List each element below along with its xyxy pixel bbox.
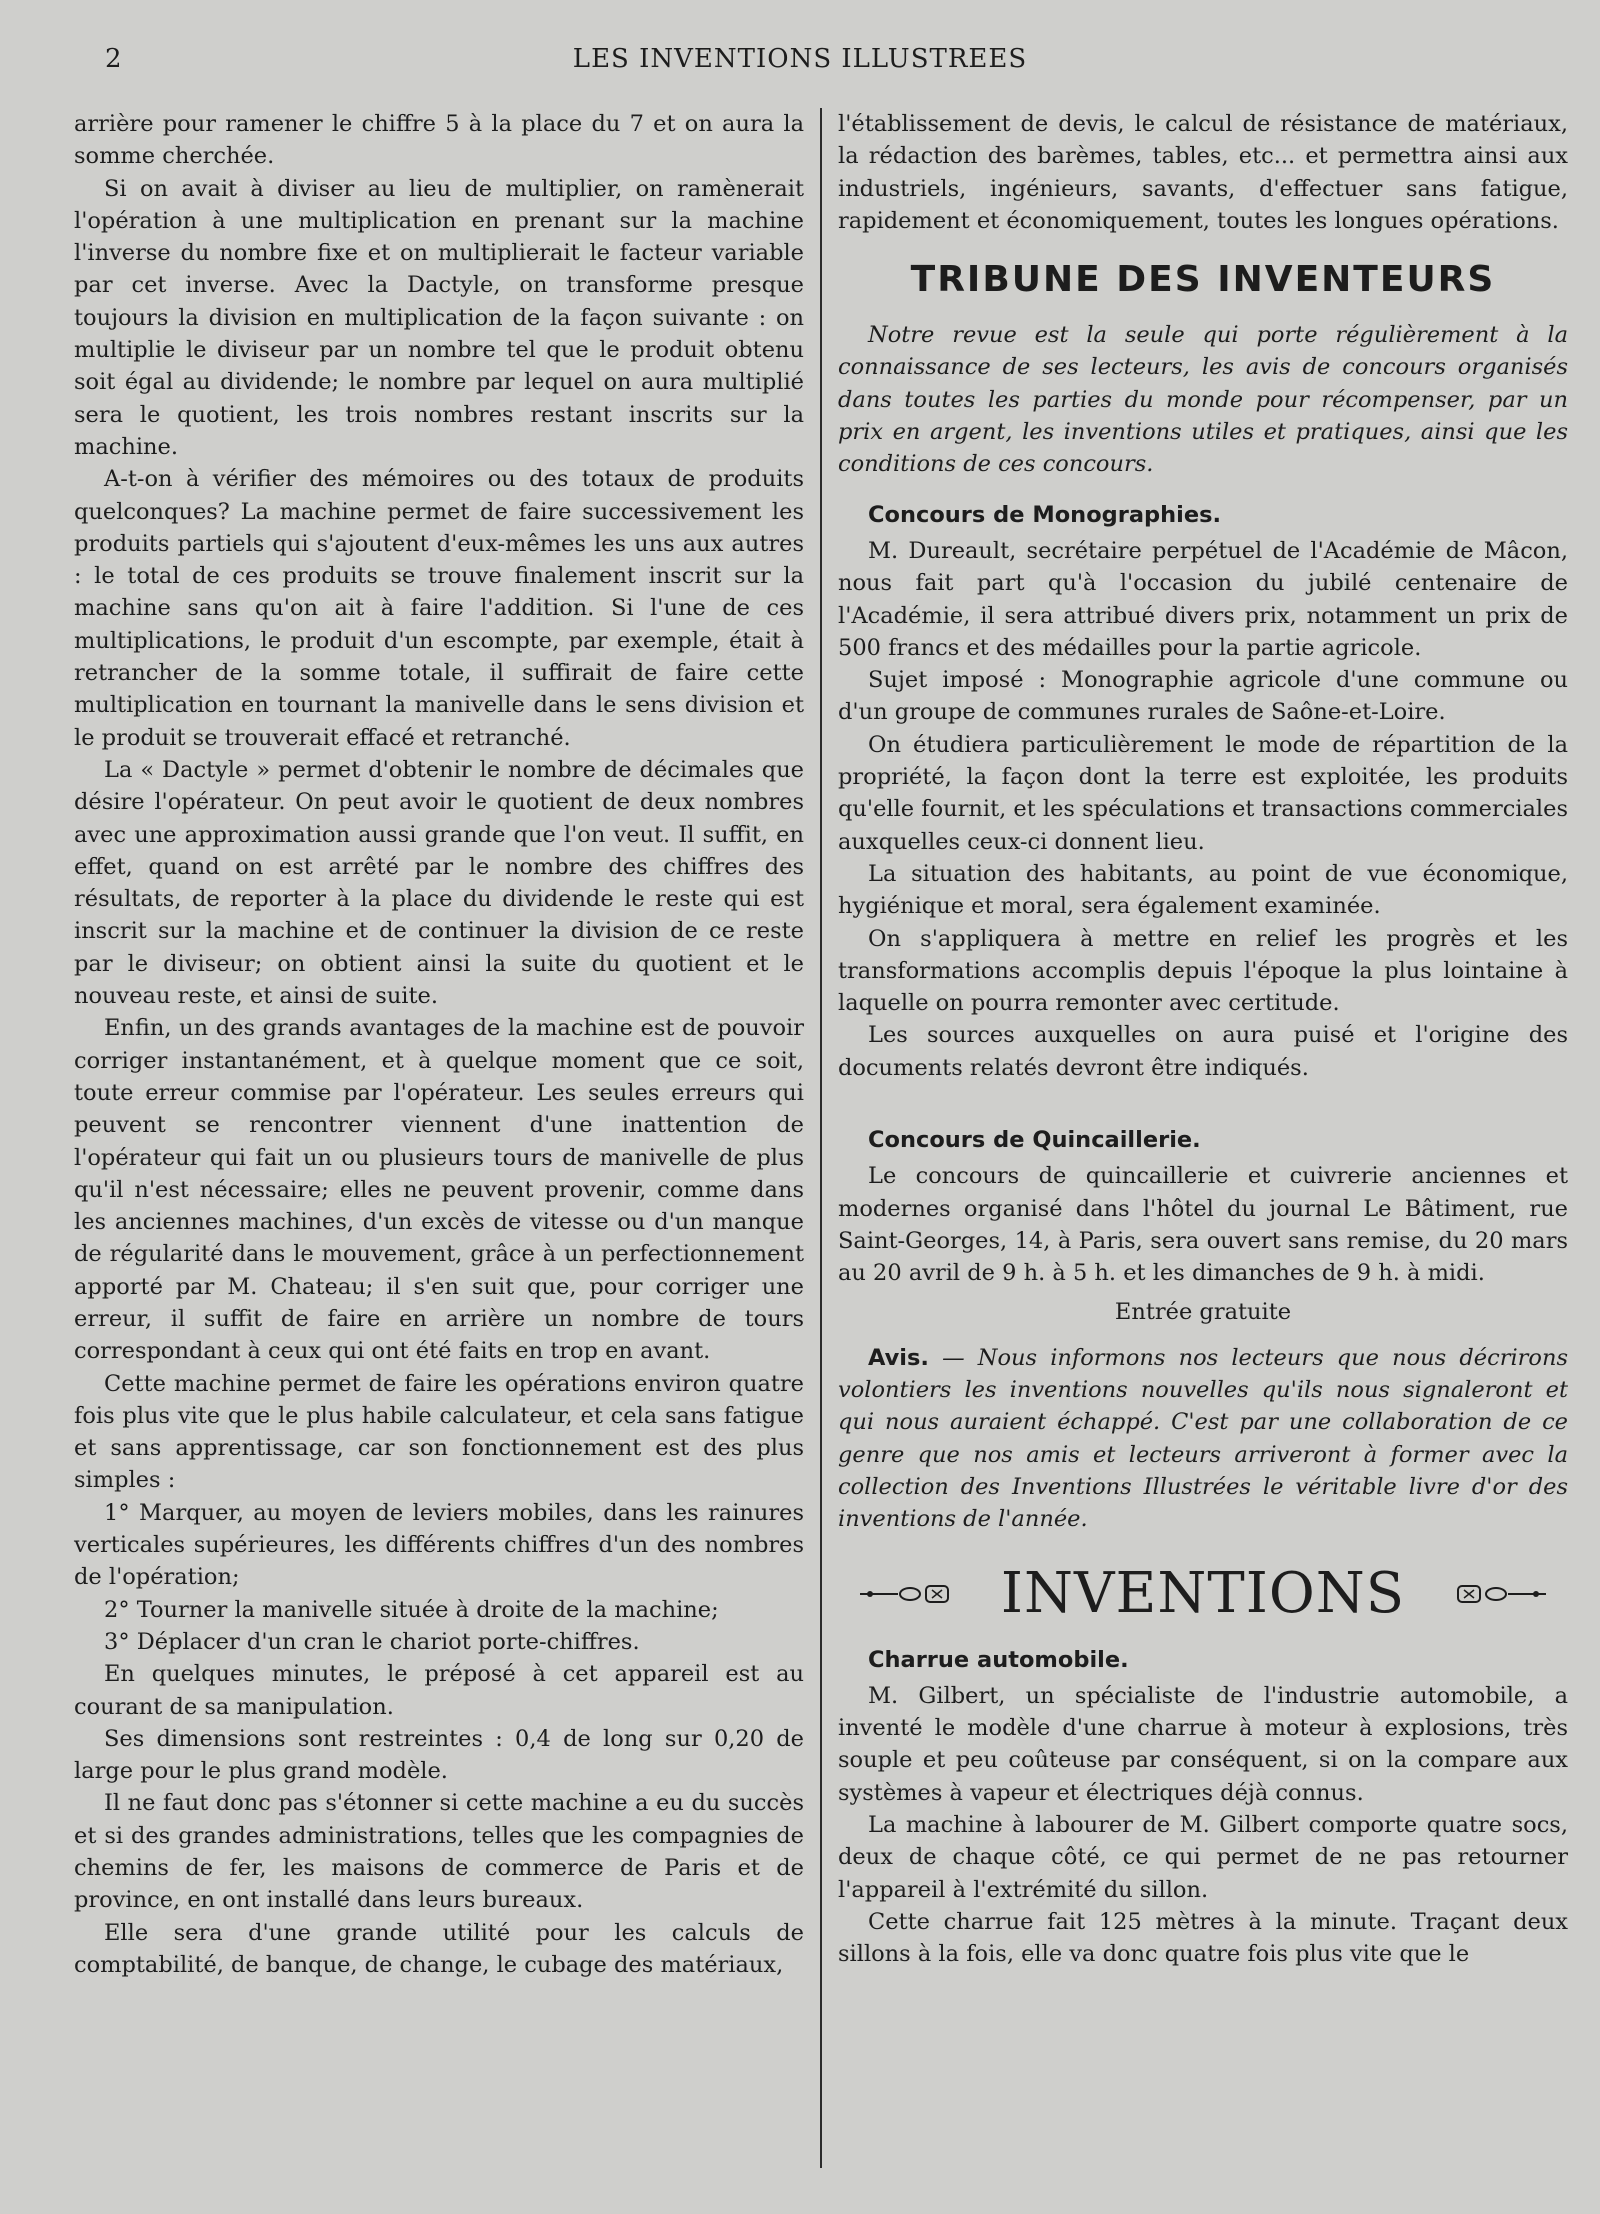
charrue-heading: Charrue automobile.	[868, 1646, 1129, 1673]
paragraph: Ses dimensions sont restreintes : 0,4 de long sur 0,20 de large pour le plus grand modèle.	[74, 1725, 804, 1785]
tribune-intro: Notre revue est la seule qui porte régulièrement à la connaissance de ses lecteurs, les avis de concours organisés dans toutes les parties du monde pour récompenser, par un prix en argent, les inventions utiles et pratiques, ainsi que les conditions de ces concours.	[838, 322, 1568, 478]
list-item: 3° Déplacer d'un cran le chariot porte-chiffres.	[104, 1628, 640, 1655]
inventions-title: INVENTIONS	[1000, 1560, 1406, 1626]
paragraph: La machine à labourer de M. Gilbert comporte quatre socs, deux de chaque côté, ce qui permet de ne pas retourner l'appareil à l'extrémité du sillon.	[838, 1812, 1568, 1903]
paragraph: On s'appliquera à mettre en relief les progrès et les transformations accomplis depuis l'époque la plus lointaine à laquelle on pourra remonter avec certitude.	[838, 925, 1568, 1017]
paragraph: A-t-on à vérifier des mémoires ou des totaux de produits quelconques? La machine permet de faire successivement les produits partiels qui s'ajoutent d'eux-mêmes les uns aux autres : le total de ces produits se trouve finalement inscrit sur la machine sans qu'on ait à faire l'addition. Si l'une de ces multiplications, le produit d'un escompte, par exemple, était à retrancher de la somme totale, il suffirait de faire cette multiplication en tournant la manivelle dans le sens division et le produit se trouverait effacé et retranché.	[74, 466, 804, 751]
running-title: LES INVENTIONS ILLUSTREES	[572, 44, 1028, 74]
list-item: 1° Marquer, au moyen de leviers mobiles, dans les rainures verticales supérieures, les différents chiffres d'un des nombres de l'opération;	[74, 1499, 804, 1591]
paragraph: Si on avait à diviser au lieu de multiplier, on ramènerait l'opération à une multiplication en prenant sur la machine l'inverse du nombre fixe et on multiplierait le facteur variable par cet inverse. Avec la Dactyle, on transforme presque toujours la division en multiplication de la façon suivante : on multiplie le diviseur par un nombre tel que le produit obtenu soit égal au dividende; le nombre par lequel on aura multiplié sera le quotient, les trois nombres restant inscrits sur la machine.	[74, 175, 804, 460]
paragraph: M. Gilbert, un spécialiste de l'industrie automobile, a inventé le modèle d'une charrue à moteur à explosions, très souple et peu coûteuse par conséquent, si on la compare aux systèmes à vapeur et électriques déjà connus.	[838, 1682, 1568, 1806]
paragraph: La « Dactyle » permet d'obtenir le nombre de décimales que désire l'opérateur. On peut avoir le quotient de deux nombres avec une approximation aussi grande que l'on veut. Il suffit, en effet, quand on est arrêté par le nombre des chiffres des résultats, de reporter à la place du dividende le reste qui est inscrit sur la machine et de continuer la division de ce reste par le diviseur; on obtient ainsi la suite du quotient et le nouveau reste, et ainsi de suite.	[74, 756, 804, 1010]
page-header	[70, 44, 1530, 84]
paragraph: Il ne faut donc pas s'étonner si cette machine a eu du succès et si des grandes administrations, telles que les compagnies de chemins de fer, les maisons de commerce de Paris et de province, en ont installé dans leurs bureaux.	[74, 1790, 804, 1914]
paragraph: On étudiera particulièrement le mode de répartition de la propriété, la façon dont la terre est exploitée, les produits qu'elle fournit, et les spéculations et transactions commerciales auxquelles ceux-ci donnent lieu.	[838, 731, 1568, 855]
ornament-right-icon	[1438, 1580, 1548, 1608]
ornament-left-icon	[858, 1580, 968, 1608]
avis-text: — Nous informons nos lecteurs que nous décrirons volontiers les inventions nouvelles qu'ils nous signaleront et qui nous auraient échappé. C'est par une collaboration de ce genre que nos amis et lecteurs arriveront à former avec la collection des Inventions Illustrées le véritable livre d'or des inventions de l'année.	[838, 1344, 1568, 1533]
left-column	[74, 108, 804, 1981]
avis-label: Avis.	[868, 1344, 929, 1371]
paragraph: Le concours de quincaillerie et cuivrerie anciennes et modernes organisé dans l'hôtel du journal Le Bâtiment, rue Saint-Georges, 14, à Paris, sera ouvert sans remise, du 20 mars au 20 avril de 9 h. à 5 h. et les dimanches de 9 h. à midi.	[838, 1163, 1568, 1287]
right-column	[838, 108, 1568, 1971]
paragraph: arrière pour ramener le chiffre 5 à la place du 7 et on aura la somme cherchée.	[74, 111, 804, 170]
paragraph: M. Dureault, secrétaire perpétuel de l'Académie de Mâcon, nous fait part qu'à l'occasion du jubilé centenaire de l'Académie, il sera attribué divers prix, notamment un prix de 500 francs et des médailles pour la partie agricole.	[838, 537, 1568, 661]
paragraph: Cette machine permet de faire les opérations environ quatre fois plus vite que le plus habile calculateur, et cela sans fatigue et sans apprentissage, car son fonctionnement est des plus simples :	[74, 1370, 804, 1494]
paragraph: Enfin, un des grands avantages de la machine est de pouvoir corriger instantanément, et à quelque moment que ce soit, toute erreur commise par l'opérateur. Les seules erreurs qui peuvent se rencontrer viennent d'une inattention de l'opérateur qui fait un ou plusieurs tours de manivelle de plus qu'il n'est nécessaire; elles ne peuvent provenir, comme dans les anciennes machines, d'un excès de vitesse ou d'un manque de régularité dans le mouvement, grâce à un perfectionnement apporté par M. Chateau; il s'en suit que, pour corriger une erreur, il suffit de faire en arrière un nombre de tours correspondant à ceux qui ont été faits en trop en avant.	[74, 1015, 804, 1365]
avis-notice	[838, 1342, 1568, 1536]
list-item: 2° Tourner la manivelle située à droite de la machine;	[104, 1596, 719, 1623]
quincaillerie-heading: Concours de Quincaillerie.	[868, 1127, 1201, 1154]
paragraph: Cette charrue fait 125 mètres à la minute. Traçant deux sillons à la fois, elle va donc quatre fois plus vite que le	[838, 1908, 1568, 1968]
paragraph: La situation des habitants, au point de vue économique, hygiénique et moral, sera également examinée.	[838, 860, 1568, 920]
paragraph: Sujet imposé : Monographie agricole d'une commune ou d'un groupe de communes rurales de Saône-et-Loire.	[838, 667, 1568, 726]
paragraph: l'établissement de devis, le calcul de résistance de matériaux, la rédaction des barèmes, tables, etc... et permettra ainsi aux industriels, ingénieurs, savants, d'effectuer sans fatigue, rapidement et économiquement, toutes les longues opérations.	[838, 111, 1568, 234]
monographies-heading: Concours de Monographies.	[868, 501, 1222, 528]
inventions-banner	[838, 1562, 1568, 1626]
paragraph: Les sources auxquelles on aura puisé et l'origine des documents relatés devront être indiqués.	[838, 1022, 1568, 1081]
paragraph: Elle sera d'une grande utilité pour les calculs de comptabilité, de banque, de change, le cubage des matériaux,	[74, 1919, 804, 1978]
column-divider	[820, 108, 822, 2168]
entry-note: Entrée gratuite	[1114, 1298, 1292, 1325]
paragraph: En quelques minutes, le préposé à cet appareil est au courant de sa manipulation.	[74, 1661, 804, 1720]
page-number: 2	[105, 44, 122, 74]
tribune-title: TRIBUNE DES INVENTEURS	[910, 259, 1496, 301]
